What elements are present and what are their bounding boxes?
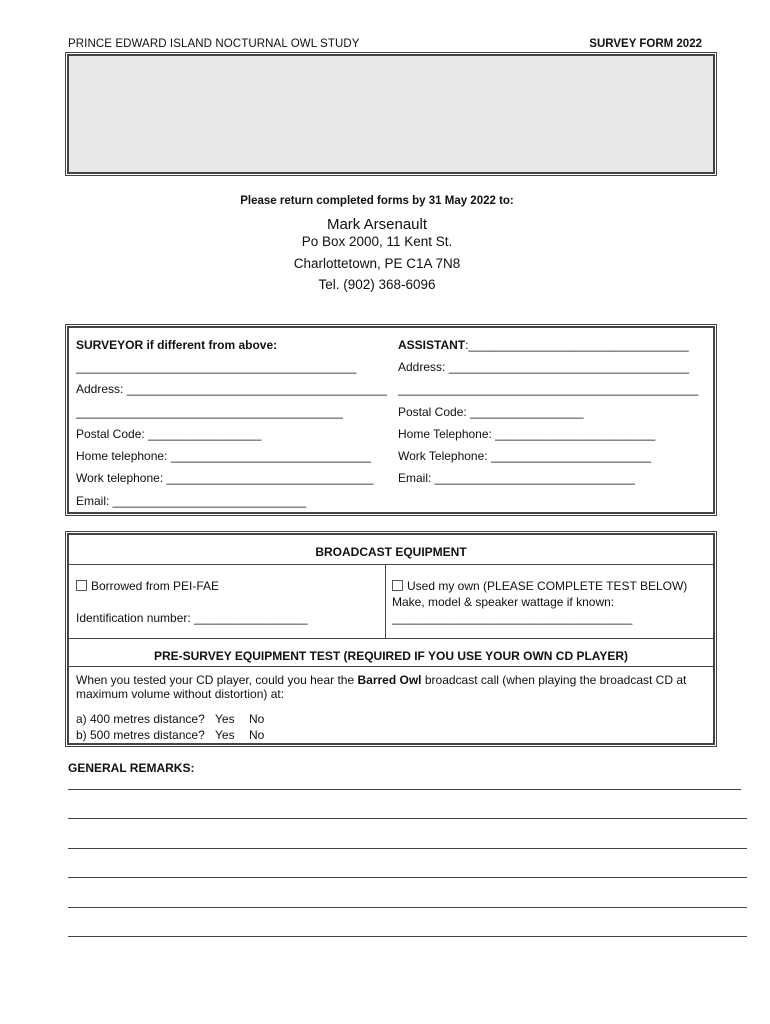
surveyor-address-line2-field[interactable]: ________________________________________ [76,405,343,419]
borrowed-label: Borrowed from PEI-FAE [91,579,220,593]
remark-line[interactable] [68,936,747,937]
surveyor-postal-field[interactable]: Postal Code: _________________ [76,427,262,441]
divider [69,666,713,667]
surveyor-work-phone-field[interactable]: Work telephone: _______________________________ [76,471,374,485]
divider [69,564,713,565]
distance-question-500 [76,728,264,742]
borrowed-option[interactable] [76,579,219,593]
pretest-question [76,673,706,701]
own-checkbox[interactable] [392,580,403,591]
barred-owl-label: Barred Owl [357,673,422,687]
yes-option[interactable]: Yes [215,712,235,726]
yes-option[interactable]: Yes [215,728,235,742]
pretest-title: PRE-SURVEY EQUIPMENT TEST (REQUIRED IF YOU USE YOUR OWN CD PLAYER) [153,649,629,663]
divider [385,564,386,638]
recipient-address-1: Po Box 2000, 11 Kent St. [301,234,453,249]
recipient-phone: Tel. (902) 368-6096 [318,277,436,292]
remarks-title: GENERAL REMARKS: [68,761,195,775]
office-use-box [67,54,715,174]
remark-line[interactable] [68,789,741,790]
equipment-box [67,533,715,745]
assistant-name-field[interactable]: :_________________________________ [465,338,689,352]
form-label: SURVEY FORM 2022 [589,38,702,50]
surveyor-home-phone-field[interactable]: Home telephone: ______________________________ [76,449,371,463]
assistant-home-phone-field[interactable]: Home Telephone: ________________________ [398,427,656,441]
recipient-address-2: Charlottetown, PE C1A 7N8 [293,256,461,271]
remark-line[interactable] [68,818,747,819]
question-label: b) 500 metres distance? [76,728,205,742]
study-title: PRINCE EDWARD ISLAND NOCTURNAL OWL STUDY [68,38,360,50]
equipment-title: BROADCAST EQUIPMENT [315,545,467,559]
recipient-name: Mark Arsenault [326,216,428,233]
assistant-heading: ASSISTANT [398,338,466,352]
surveyor-name-field[interactable]: __________________________________________ [76,360,357,374]
no-option[interactable]: No [249,728,265,742]
make-model-label: Make, model & speaker wattage if known: [392,595,615,609]
no-option[interactable]: No [249,712,265,726]
assistant-postal-field[interactable]: Postal Code: _________________ [398,405,584,419]
remark-line[interactable] [68,877,747,878]
borrowed-checkbox[interactable] [76,580,87,591]
remark-line[interactable] [68,907,747,908]
remark-line[interactable] [68,848,747,849]
own-option[interactable] [392,579,687,593]
assistant-work-phone-field[interactable]: Work Telephone: ________________________ [398,449,652,463]
own-label: Used my own (PLEASE COMPLETE TEST BELOW) [407,579,688,593]
surveyor-email-field[interactable]: Email: _____________________________ [76,494,307,508]
question-label: a) 400 metres distance? [76,712,205,726]
return-note: Please return completed forms by 31 May 2022 to: [240,195,514,207]
surveyor-heading: SURVEYOR if different from above: [76,338,278,352]
assistant-email-field[interactable]: Email: ______________________________ [398,471,635,485]
distance-question-400 [76,712,264,726]
divider [69,638,713,639]
surveyor-address-field[interactable]: Address: _______________________________________ [76,382,387,396]
header-rule [67,52,715,53]
pretest-question-text-b: broadcast call (when playing the broadcast CD at maximum volume without distortion) at: [76,673,687,701]
assistant-address-field[interactable]: Address: ____________________________________ [398,360,689,374]
identification-number-field[interactable]: Identification number: _________________ [76,611,308,625]
make-model-field[interactable]: ____________________________________ [392,611,633,625]
assistant-heading-row[interactable] [398,338,689,352]
assistant-address-line2-field[interactable]: _____________________________________________ [398,382,699,396]
pretest-question-text-a: When you tested your CD player, could you hear the [76,673,358,687]
surveyor-assistant-box [67,326,715,514]
